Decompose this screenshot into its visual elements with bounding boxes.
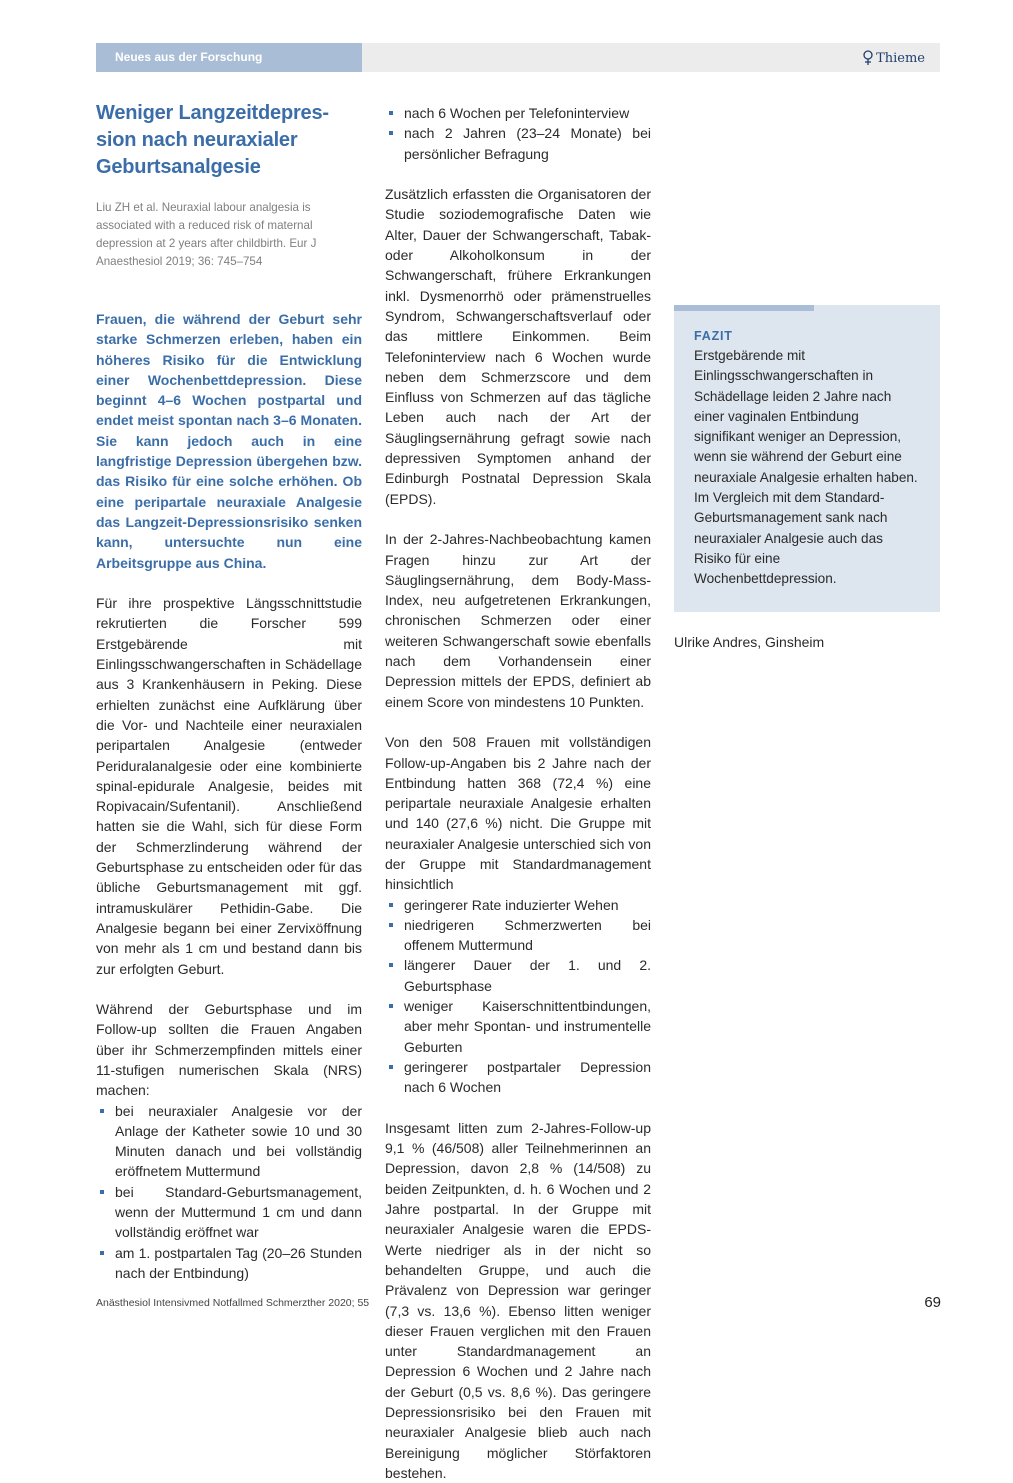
logo-text: Thieme (876, 50, 925, 66)
paragraph-3: Zusätzlich erfassten die Organisatoren der Studie soziodemografische Daten wie Alter, Dauer der Schwangerschaft, Tabak- oder Alkoholkonsum in der Schwangerschaft, frühere Erkrankungen inkl. Dysmenorrhö oder prämenstruelles Syndrom, Schwangerschaftsverlauf oder das mittlere Einkommen. Beim Telefoninterview nach 6 Wochen wurde neben dem Schmerzscore und dem Einfluss von Schmerzen auf das tägliche Leben auch nach der Art der Säuglingsernährung gefragt sowie nach depressiven Symptomen anhand der Edinburgh Postnatal Depression Skala (EPDS). (385, 186, 651, 507)
paragraph-1: Für ihre prospektive Längsschnittstudie rekrutierten die Forscher 599 Erstgebärende mit Einlingsschwangerschaften in Schädellage aus 3 Krankenhäusern in Peking. Diese erhielten zunächst eine Aufklärung über die Vor- und Nachteile einer neuraxialen peripartalen Analgesie (entweder Periduralanalgesie oder eine kombinierte spinal-epidurale Analgesie, beides mit Ropivacain/Sufentanil). Anschließend hatten sie die Wahl, sich für diese Form der Schmerzlinderung während der Geburtsphase zu entscheiden oder für das übliche Geburtsmanagement mit ggf. intramuskulärer Pethidin-Gabe. Die Analgesie begann bei einer Zervixöffnung von mehr als 1 cm und bestand dann bis zur erfolgten Geburt. (96, 595, 362, 977)
list-item: nach 6 Wochen per Telefoninterview (385, 103, 651, 123)
fazit-label: FAZIT (694, 329, 733, 343)
column-3 (674, 103, 940, 652)
pain-assessment-list-cont (385, 103, 651, 164)
thieme-emblem-icon (862, 50, 874, 66)
fazit-box (674, 305, 940, 612)
author-line: Ulrike Andres, Ginsheim (674, 633, 825, 650)
fazit-text: Erstgebärende mit Einlingsschwangerschaften in Schädellage leiden 2 Jahre nach einer vaginalen Entbindung signifikant weniger an Depression, wenn sie während der Geburt eine neuraxiale Analgesie erhalten haben. Im Vergleich mit dem Standard-Geburtsmanagement sank nach neuraxialer Analgesie auch das Risiko für eine Wochenbettdepression. (694, 348, 918, 587)
list-item: bei neuraxialer Analgesie vor der Anlage der Katheter sowie 10 und 30 Minuten danach und bei vollständig eröffnetem Muttermund (96, 1101, 362, 1182)
publisher-logo (862, 48, 925, 68)
list-item: nach 2 Jahren (23–24 Monate) bei persönlicher Befragung (385, 123, 651, 164)
group-differences-list (385, 895, 651, 1098)
section-tab (96, 43, 362, 72)
paragraph-4: In der 2-Jahres-Nachbeobachtung kamen Fragen hinzu zur Art der Säuglingsernährung, dem Body-Mass-Index, neu aufgetretenen Erkrankungen, chronischen Schmerzen oder einer weiteren Schwangerschaft sowie ebenfalls nach dem Vorhandensein einer Depression mittels der EPDS, definiert ab einem Score von mindestens 10 Punkten. (385, 531, 651, 710)
paragraph-6: Insgesamt litten zum 2-Jahres-Follow-up 9,1 % (46/508) aller Teilnehmerinnen an Depression, davon 2,8 % (14/508) zu beiden Zeitpunkten, d. h. 6 Wochen und 2 Jahre postpartal. In der Gruppe mit neuraxialer Analgesie waren die EPDS-Werte niedriger als in der nicht so behandelten Gruppe, und auch die Prävalenz von Depression war geringer (7,3 vs. 13,6 %). Ebenso litten weniger dieser Frauen verglichen mit den Frauen unter Standardmanagement an Depression 6 Wochen und 2 Jahre nach der Geburt (0,5 vs. 8,6 %). Das geringere Depressionsrisiko bei den Frauen mit neuraxialer Analgesie blieb auch nach Bereinigung möglicher Störfaktoren bestehen. (385, 1119, 651, 1481)
paragraph-5: Von den 508 Frauen mit vollständigen Follow-up-Angaben bis 2 Jahre nach der Entbindung hatten 368 (72,4 %) eine peripartale neuraxiale Analgesie erhalten und 140 (27,6 %) nicht. Die Gruppe mit neuraxialer Analgesie unterschied sich von der Gruppe mit Standardmanagement hinsichtlich (385, 734, 651, 893)
article-lead: Frauen, die während der Geburt sehr starke Schmerzen erleben, haben ein höheres Risiko für die Entwicklung einer Wochenbettdepression. Diese beginnt 4–6 Wochen postpartal und endet meist spontan nach 3–6 Monaten. Sie kann jedoch auch in eine langfristige Depression übergehen bzw. das Risiko für eine solche erhöhen. Ob eine peripartale neuraxiale Analgesie das Langzeit-Depressionsrisiko senken kann, untersuchte nun eine Arbeitsgruppe aus China. (96, 311, 362, 571)
list-item: geringerer postpartaler Depression nach 6 Wochen (385, 1057, 651, 1098)
list-item: weniger Kaiserschnittentbindungen, aber mehr Spontan- und instrumentelle Geburten (385, 996, 651, 1057)
list-item: geringerer Rate induzierter Wehen (385, 895, 651, 915)
article-reference: Liu ZH et al. Neuraxial labour analgesia is associated with a reduced risk of maternal depression at 2 years after childbirth. Eur J Anaesthesiol 2019; 36: 745–754 (96, 201, 317, 268)
footer-citation: Anästhesiol Intensivmed Notfallmed Schmerzther 2020; 55 (96, 1297, 370, 1309)
article-title: Weniger Langzeitdepres-sion nach neuraxialer Geburtsanalgesie (96, 102, 329, 178)
pain-assessment-list (96, 1101, 362, 1284)
paragraph-6-continued-space (674, 103, 940, 285)
list-item: am 1. postpartalen Tag (20–26 Stunden nach der Entbindung) (96, 1243, 362, 1284)
list-item: bei Standard-Geburtsmanagement, wenn der Muttermund 1 cm und dann vollständig eröffnet war (96, 1182, 362, 1243)
column-1 (96, 100, 362, 1283)
column-2 (385, 103, 651, 1483)
list-item: längerer Dauer der 1. und 2. Geburtsphase (385, 955, 651, 996)
page-number: 69 (924, 1294, 941, 1311)
section-label: Neues aus der Forschung (115, 50, 263, 64)
fazit-accent-bar (674, 305, 814, 311)
list-item: niedrigeren Schmerzwerten bei offenem Muttermund (385, 915, 651, 956)
paragraph-2: Während der Geburtsphase und im Follow-up sollten die Frauen Angaben über ihr Schmerzempfinden mittels einer 11-stufigen numerischen Skala (NRS) machen: (96, 1001, 362, 1099)
